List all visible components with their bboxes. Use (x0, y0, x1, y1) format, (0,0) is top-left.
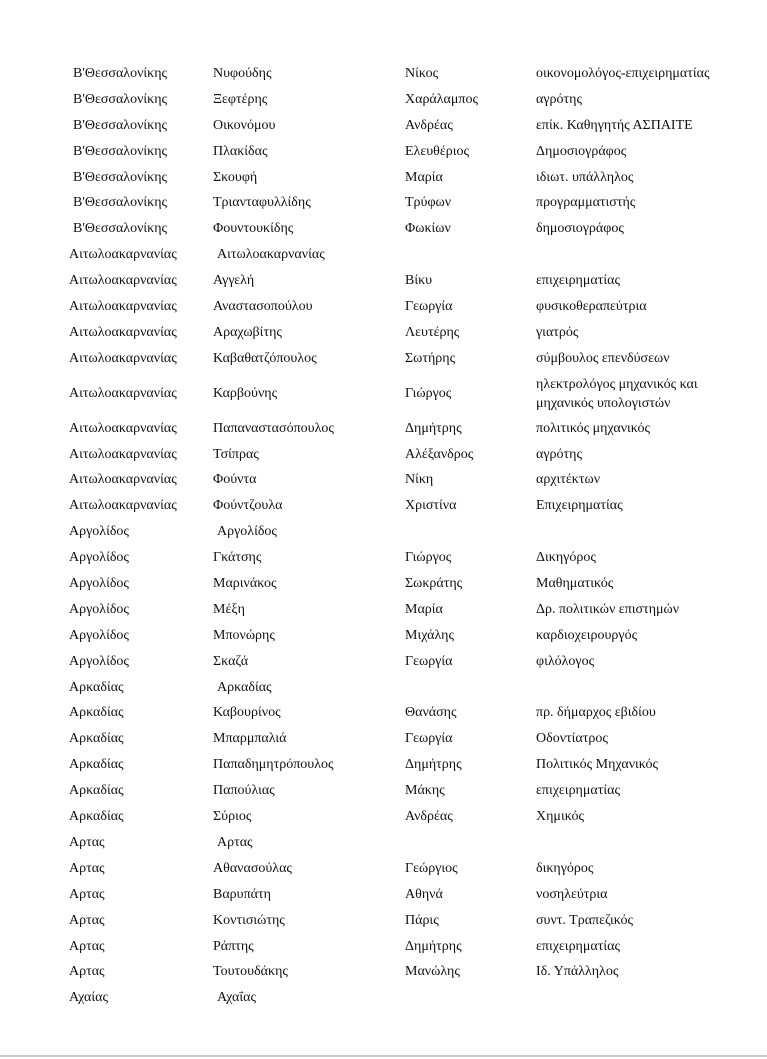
region-cell: Αρκαδίας (69, 809, 124, 825)
region-cell: Αργολίδος (69, 627, 129, 643)
occupation-cell: Μαθηματικός (536, 576, 614, 592)
occupation-cell: επιχειρηματίας (536, 273, 620, 289)
occupation-cell: αγρότης (536, 91, 582, 107)
surname-cell: Καβουρίνος (213, 705, 281, 721)
first-name-cell: Ελευθέριος (405, 143, 470, 159)
occupation-cell: δημοσιογράφος (536, 221, 624, 237)
region-header-row (0, 830, 767, 856)
occupation-cell: πολιτικός μηχανικός (536, 420, 651, 436)
region-cell: Αιτωλοακαρνανίας (69, 498, 177, 514)
occupation-cell: καρδιοχειρουργός (536, 627, 638, 643)
surname-cell: Φουντουκίδης (213, 221, 294, 237)
candidate-row (0, 778, 767, 804)
first-name-cell: Γεώργιος (405, 860, 458, 876)
candidate-row (0, 442, 767, 468)
occupation-cell: γιατρός (536, 324, 579, 340)
region-header-row (0, 675, 767, 701)
surname-cell: Αγγελή (213, 273, 255, 289)
region-cell: Β'Θεσσαλονίκης (73, 143, 168, 159)
occupation-cell: πρ. δήμαρχος εβιδίου (536, 705, 656, 721)
first-name-cell: Φωκίων (405, 221, 451, 237)
first-name-cell: Ανδρέας (405, 809, 453, 825)
region-cell: Αιτωλοακαρνανίας (69, 247, 177, 263)
candidate-list (0, 61, 767, 1011)
page-bottom-border (0, 1055, 767, 1057)
region-cell: Β'Θεσσαλονίκης (73, 169, 168, 185)
candidate-row (0, 346, 767, 372)
occupation-cell: επιχειρηματίας (536, 938, 620, 954)
surname-cell: Ξεφτέρης (213, 91, 268, 107)
candidate-row (0, 416, 767, 442)
occupation-cell: Δρ. πολιτικών επιστημών (536, 601, 680, 617)
first-name-cell: Χαράλαμπος (405, 91, 479, 107)
first-name-cell: Νίκη (405, 472, 434, 488)
surname-cell: Αναστασοπούλου (213, 299, 313, 315)
surname-cell: Τσίπρας (213, 446, 259, 462)
occupation-cell: φυσικοθεραπεύτρια (536, 299, 647, 315)
candidate-row (0, 372, 767, 416)
candidate-row (0, 752, 767, 778)
candidate-row (0, 959, 767, 985)
first-name-cell: Δημήτρης (405, 420, 462, 436)
first-name-cell: Μανώλης (405, 964, 460, 980)
surname-cell: Οικονόμου (213, 117, 276, 133)
candidate-row (0, 882, 767, 908)
surname-cell: Γκάτσης (213, 550, 262, 566)
region-header-label: Αρτας (217, 834, 253, 850)
occupation-cell: Οδοντίατρος (536, 731, 608, 747)
surname-cell: Ράπτης (213, 938, 254, 954)
candidate-row (0, 545, 767, 571)
occupation-cell: δικηγόρος (536, 860, 594, 876)
surname-cell: Μπαρμπαλιά (213, 731, 287, 747)
occupation-cell: Ιδ. Υπάλληλος (536, 964, 619, 980)
surname-cell: Παπαναστασόπουλος (213, 420, 334, 436)
occupation-cell: αγρότης (536, 446, 582, 462)
candidate-row (0, 597, 767, 623)
occupation-cell: νοσηλεύτρια (536, 886, 608, 902)
region-cell: Αρκαδίας (69, 783, 124, 799)
first-name-cell: Αθηνά (405, 886, 443, 902)
region-cell: Αιτωλοακαρνανίας (69, 385, 177, 401)
first-name-cell: Γεωργία (405, 731, 453, 747)
surname-cell: Κοντισιώτης (213, 912, 285, 928)
surname-cell: Παπαδημητρόπουλος (213, 757, 334, 773)
first-name-cell: Γεωργία (405, 299, 453, 315)
occupation-cell: σύμβουλος επενδύσεων (536, 350, 670, 366)
candidate-row (0, 700, 767, 726)
candidate-row (0, 934, 767, 960)
surname-cell: Τουτουδάκης (213, 964, 288, 980)
candidate-row (0, 61, 767, 87)
first-name-cell: Θανάσης (405, 705, 457, 721)
region-header-row (0, 242, 767, 268)
candidate-row (0, 190, 767, 216)
candidate-row (0, 908, 767, 934)
occupation-cell: προγραμματιστής (536, 195, 636, 211)
occupation-cell: ιδιωτ. υπάλληλος (536, 169, 634, 185)
first-name-cell: Μάκης (405, 783, 445, 799)
surname-cell: Σκουφή (213, 169, 258, 185)
region-cell: Β'Θεσσαλονίκης (73, 66, 168, 81)
candidate-row (0, 294, 767, 320)
surname-cell: Μέξη (213, 601, 245, 617)
surname-cell: Τριανταφυλλίδης (213, 195, 311, 211)
surname-cell: Μπονώρης (213, 627, 275, 643)
first-name-cell: Πάρις (405, 912, 439, 928)
region-cell: Αρτας (69, 860, 105, 876)
occupation-cell: συντ. Τραπεζικός (536, 912, 634, 928)
candidate-row (0, 623, 767, 649)
region-cell: Αιτωλοακαρνανίας (69, 472, 177, 488)
occupation-cell: ηλεκτρολόγος μηχανικός και μηχανικός υπολογιστών (536, 376, 698, 411)
first-name-cell: Μαρία (405, 169, 443, 185)
surname-cell: Σκαζά (213, 653, 249, 669)
region-cell: Αιτωλοακαρνανίας (69, 299, 177, 315)
region-cell: Αργολίδος (69, 601, 129, 617)
occupation-cell: επιχειρηματίας (536, 783, 620, 799)
region-cell: Β'Θεσσαλονίκης (73, 221, 168, 237)
occupation-cell: οικονομολόγος-επιχειρηματίας (536, 66, 710, 81)
candidate-row (0, 467, 767, 493)
region-cell: Αιτωλοακαρνανίας (69, 446, 177, 462)
region-header-label: Αιτωλοακαρνανίας (217, 247, 325, 263)
occupation-cell: Επιχειρηματίας (536, 498, 623, 514)
first-name-cell: Λευτέρης (405, 324, 460, 340)
region-cell: Αργολίδος (69, 576, 129, 592)
region-cell: Αργολίδος (69, 550, 129, 566)
surname-cell: Φούντα (213, 472, 257, 488)
region-cell: Αρκαδίας (69, 679, 124, 695)
candidate-row (0, 113, 767, 139)
region-cell: Αρκαδίας (69, 731, 124, 747)
surname-cell: Πλακίδας (213, 143, 268, 159)
surname-cell: Βαρυπάτη (213, 886, 271, 902)
first-name-cell: Γιώργος (405, 550, 452, 566)
candidate-row (0, 139, 767, 165)
first-name-cell: Σωκράτης (405, 576, 463, 592)
occupation-cell: φιλόλογος (536, 653, 595, 669)
occupation-cell: Πολιτικός Μηχανικός (536, 757, 659, 773)
region-cell: Αργολίδος (69, 524, 129, 540)
region-cell: Αρτας (69, 886, 105, 902)
surname-cell: Καρβούνης (213, 385, 278, 401)
region-cell: Αιτωλοακαρνανίας (69, 420, 177, 436)
region-cell: Αρκαδίας (69, 757, 124, 773)
candidate-row (0, 726, 767, 752)
region-cell: Αιτωλοακαρνανίας (69, 350, 177, 366)
occupation-cell: αρχιτέκτων (536, 472, 601, 488)
region-cell: Β'Θεσσαλονίκης (73, 91, 168, 107)
region-cell: Αρτας (69, 964, 105, 980)
surname-cell: Σύριος (213, 809, 252, 825)
region-cell: Αχαίας (69, 990, 109, 1006)
surname-cell: Αραχωβίτης (213, 324, 282, 340)
first-name-cell: Αλέξανδρος (405, 446, 474, 462)
candidate-row (0, 87, 767, 113)
first-name-cell: Μιχάλης (405, 627, 454, 643)
region-cell: Αρκαδίας (69, 705, 124, 721)
first-name-cell: Νίκος (405, 66, 439, 81)
surname-cell: Νυφούδης (213, 66, 272, 81)
region-cell: Αργολίδος (69, 653, 129, 669)
candidate-row (0, 493, 767, 519)
candidate-row (0, 571, 767, 597)
region-header-label: Αργολίδος (217, 524, 277, 540)
region-cell: Αρτας (69, 912, 105, 928)
first-name-cell: Γιώργος (405, 385, 452, 401)
surname-cell: Καβαθατζόπουλος (213, 350, 317, 366)
candidate-row (0, 165, 767, 191)
candidate-row (0, 649, 767, 675)
first-name-cell: Δημήτρης (405, 938, 462, 954)
region-header-row (0, 519, 767, 545)
region-header-row (0, 985, 767, 1011)
first-name-cell: Βίκυ (405, 273, 433, 289)
candidate-row (0, 804, 767, 830)
occupation-cell: Χημικός (536, 809, 584, 825)
first-name-cell: Γεωργία (405, 653, 453, 669)
region-header-label: Αρκαδίας (217, 679, 272, 695)
surname-cell: Αθανασούλας (213, 860, 292, 876)
candidate-row (0, 856, 767, 882)
region-cell: Αρτας (69, 834, 105, 850)
occupation-cell: επίκ. Καθηγητής ΑΣΠΑΙΤΕ (536, 117, 693, 133)
region-cell: Β'Θεσσαλονίκης (73, 195, 168, 211)
surname-cell: Μαρινάκος (213, 576, 277, 592)
region-cell: Β'Θεσσαλονίκης (73, 117, 168, 133)
first-name-cell: Ανδρέας (405, 117, 453, 133)
occupation-cell: Δικηγόρος (536, 550, 596, 566)
first-name-cell: Δημήτρης (405, 757, 462, 773)
region-cell: Αιτωλοακαρνανίας (69, 324, 177, 340)
region-cell: Αρτας (69, 938, 105, 954)
first-name-cell: Τρύφων (405, 195, 452, 211)
first-name-cell: Σωτήρης (405, 350, 456, 366)
first-name-cell: Χριστίνα (405, 498, 457, 514)
surname-cell: Παπούλιας (213, 783, 275, 799)
candidate-row (0, 216, 767, 242)
region-cell: Αιτωλοακαρνανίας (69, 273, 177, 289)
occupation-cell: Δημοσιογράφος (536, 143, 627, 159)
surname-cell: Φούντζουλα (213, 498, 283, 514)
candidate-row (0, 268, 767, 294)
region-header-label: Αχαΐας (217, 990, 257, 1006)
first-name-cell: Μαρία (405, 601, 443, 617)
candidate-row (0, 320, 767, 346)
